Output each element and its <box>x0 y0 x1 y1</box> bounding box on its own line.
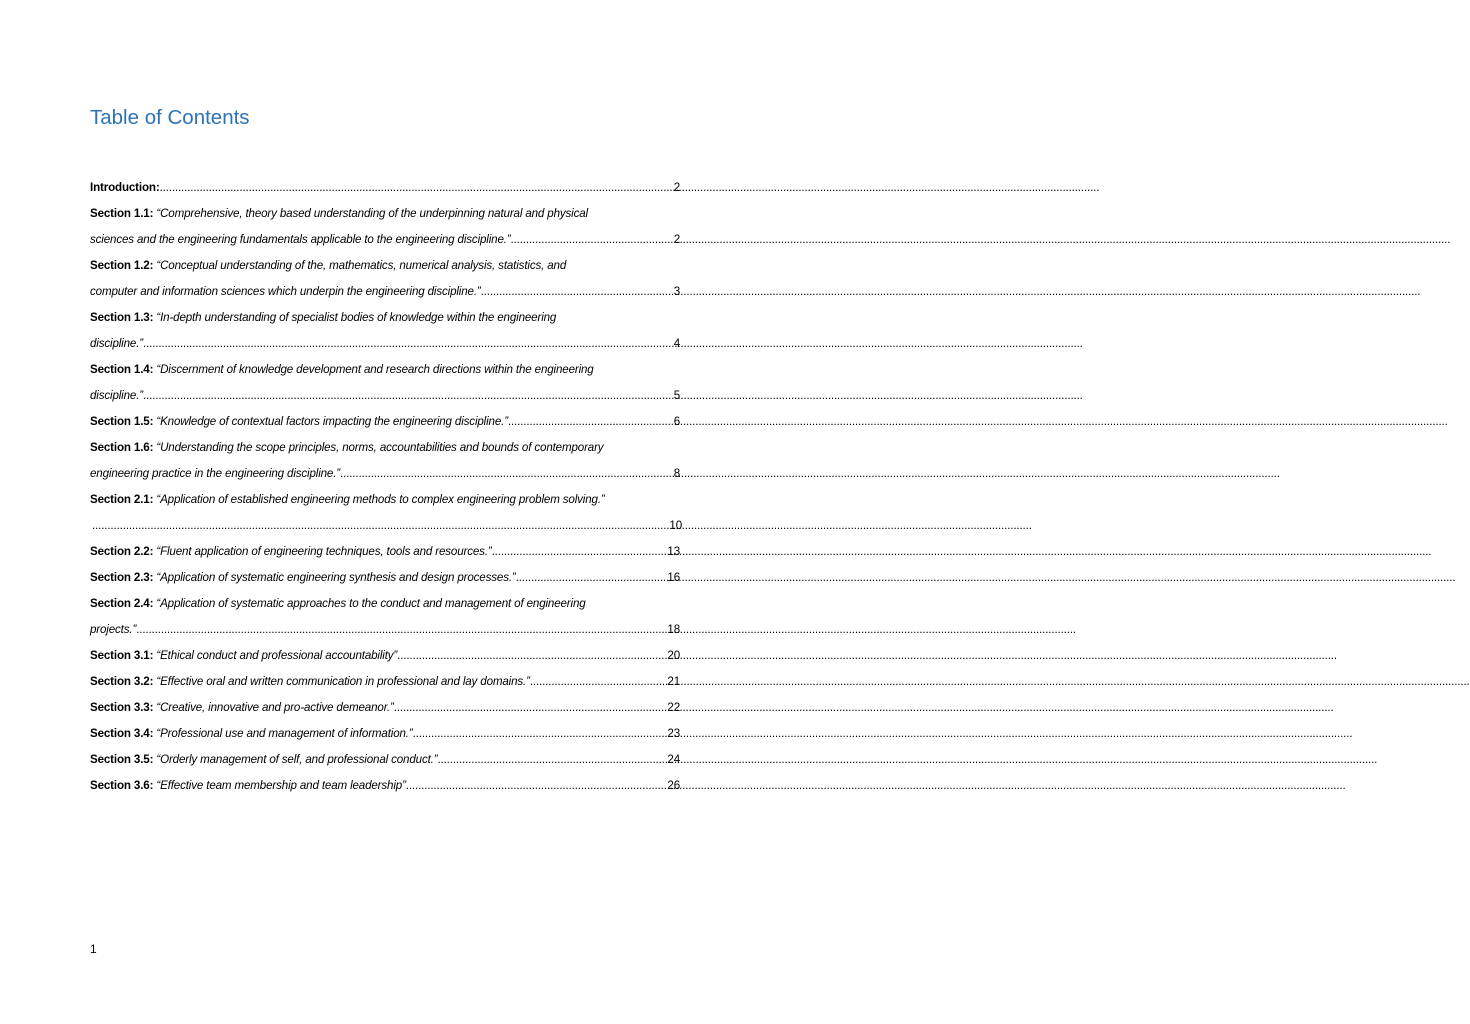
toc-entry-title: “Discernment of knowledge development and research directions within the engineering <box>156 363 594 376</box>
toc-entry-title: “Effective team membership and team leadership” <box>156 779 406 792</box>
dot-leader <box>143 331 673 357</box>
toc-entry-label: Section 2.4: <box>90 597 154 610</box>
toc-entry-page-number: 22 <box>667 701 680 714</box>
page-title: Table of Contents <box>90 106 250 129</box>
page-number: 1 <box>90 942 97 956</box>
dot-leader <box>508 409 673 435</box>
toc-entry-title: “In-depth understanding of specialist bodies of knowledge within the engineering <box>156 311 557 324</box>
toc-entry-title: “Knowledge of contextual factors impacting the engineering discipline.” <box>156 415 508 428</box>
dot-leader <box>136 617 666 643</box>
toc-entry-page-number: 6 <box>673 415 680 428</box>
toc-entry-label: Section 3.5: <box>90 753 154 766</box>
toc-entry-title-continued: projects.” <box>90 623 137 636</box>
toc-entry-page-number: 26 <box>667 779 680 792</box>
dot-leader <box>397 643 666 669</box>
toc-entry-section-1-5[interactable] <box>90 409 680 435</box>
toc-entry-section-1-2-continued[interactable] <box>90 279 680 305</box>
toc-entry-title-continued: computer and information sciences which underpin the engineering discipline.” <box>90 285 481 298</box>
toc-entry-section-2-4[interactable] <box>90 591 680 617</box>
toc-entry-label: Section 2.1: <box>90 493 154 506</box>
toc-entry-section-2-1[interactable] <box>90 487 680 513</box>
toc-entry-section-1-2[interactable] <box>90 253 680 279</box>
toc-entry-title: “Comprehensive, theory based understanding of the underpinning natural and physical <box>156 207 588 220</box>
dot-leader <box>394 695 667 721</box>
dot-leader <box>413 721 667 747</box>
toc-entry-page-number: 21 <box>667 675 680 688</box>
toc-entry-page-number: 2 <box>673 181 680 194</box>
toc-entry-label: Section 3.1: <box>90 649 154 662</box>
toc-entry-label: Section 1.4: <box>90 363 154 376</box>
toc-entry-section-2-2[interactable] <box>90 539 680 565</box>
toc-entry-section-1-6[interactable] <box>90 435 680 461</box>
toc-entry-label: Section 1.2: <box>90 259 154 272</box>
toc-entry-section-2-3[interactable] <box>90 565 680 591</box>
toc-entry-title: “Application of established engineering methods to complex engineering problem solving.” <box>156 493 605 506</box>
toc-entry-title: “Application of systematic engineering synthesis and design processes.” <box>156 571 516 584</box>
toc-entry-title: “Professional use and management of information.” <box>156 727 413 740</box>
toc-entry-section-1-6-continued[interactable] <box>90 461 680 487</box>
toc-entry-title-continued: sciences and the engineering fundamentals applicable to the engineering discipline.” <box>90 233 511 246</box>
dot-leader <box>406 773 667 799</box>
toc-entry-section-1-4[interactable] <box>90 357 680 383</box>
toc-entry-label: Section 3.3: <box>90 701 154 714</box>
toc-entry-section-1-1[interactable] <box>90 201 680 227</box>
toc-entry-title: “Creative, innovative and pro-active demeanor.” <box>156 701 394 714</box>
toc-entry-page-number: 2 <box>673 233 680 246</box>
toc-entry-section-3-4[interactable] <box>90 721 680 747</box>
toc-entry-title: “Ethical conduct and professional accountability” <box>156 649 398 662</box>
toc-entry-section-1-3-continued[interactable] <box>90 331 680 357</box>
toc-entry-label: Section 1.5: <box>90 415 154 428</box>
toc-entry-section-3-6[interactable] <box>90 773 680 799</box>
toc-entry-title: “Effective oral and written communication in professional and lay domains.” <box>156 675 530 688</box>
toc-entry-label: Section 3.6: <box>90 779 154 792</box>
toc-entry-page-number: 16 <box>667 571 680 584</box>
toc-entry-label: Section 3.2: <box>90 675 154 688</box>
toc-entry-title: “Fluent application of engineering techniques, tools and resources.” <box>156 545 492 558</box>
toc-entry-title: “Application of systematic approaches to the conduct and management of engineering <box>156 597 586 610</box>
toc-entry-section-1-1-continued[interactable] <box>90 227 680 253</box>
toc-entry-section-3-1[interactable] <box>90 643 680 669</box>
toc-entry-page-number: 13 <box>667 545 680 558</box>
toc-entry-title: “Orderly management of self, and professional conduct.” <box>156 753 438 766</box>
toc-entry-section-1-3[interactable] <box>90 305 680 331</box>
toc-entry-title: “Understanding the scope principles, norms, accountabilities and bounds of contemporary <box>156 441 604 454</box>
toc-entry-title-continued: discipline.” <box>90 337 143 350</box>
toc-entry-label: Introduction: <box>90 181 160 194</box>
toc-entry-title: “Conceptual understanding of the, mathematics, numerical analysis, statistics, and <box>156 259 567 272</box>
toc-entry-title-continued: discipline.” <box>90 389 143 402</box>
toc-entry-section-2-1-continued[interactable] <box>90 513 682 539</box>
dot-leader <box>511 227 673 253</box>
toc-entry-page-number: 3 <box>673 285 680 298</box>
table-of-contents <box>90 175 680 799</box>
toc-entry-section-2-4-continued[interactable] <box>90 617 680 643</box>
toc-entry-page-number: 24 <box>667 753 680 766</box>
dot-leader <box>516 565 667 591</box>
toc-entry-page-number: 8 <box>673 467 680 480</box>
dot-leader <box>437 747 666 773</box>
toc-entry-section-3-5[interactable] <box>90 747 680 773</box>
toc-entry-page-number: 18 <box>667 623 680 636</box>
toc-entry-section-3-3[interactable] <box>90 695 680 721</box>
toc-entry-section-1-4-continued[interactable] <box>90 383 680 409</box>
toc-entry-page-number: 5 <box>673 389 680 402</box>
dot-leader <box>92 513 668 539</box>
toc-entry-page-number: 23 <box>667 727 680 740</box>
dot-leader <box>160 175 673 201</box>
toc-entry-label: Section 1.6: <box>90 441 154 454</box>
dot-leader <box>481 279 673 305</box>
toc-entry-page-number: 20 <box>667 649 680 662</box>
dot-leader <box>492 539 667 565</box>
toc-entry-label: Section 3.4: <box>90 727 154 740</box>
toc-entry-label: Section 2.2: <box>90 545 154 558</box>
toc-entry-title-continued: engineering practice in the engineering discipline.” <box>90 467 341 480</box>
toc-entry-page-number: 4 <box>673 337 680 350</box>
dot-leader <box>340 461 673 487</box>
toc-entry-label: Section 1.3: <box>90 311 154 324</box>
toc-entry-page-number: 10 <box>669 519 682 532</box>
toc-entry-label: Section 1.1: <box>90 207 154 220</box>
toc-entry-section-3-2[interactable] <box>90 669 680 695</box>
dot-leader <box>530 669 667 695</box>
toc-entry-introduction[interactable] <box>90 175 680 201</box>
dot-leader <box>143 383 673 409</box>
toc-entry-label: Section 2.3: <box>90 571 154 584</box>
